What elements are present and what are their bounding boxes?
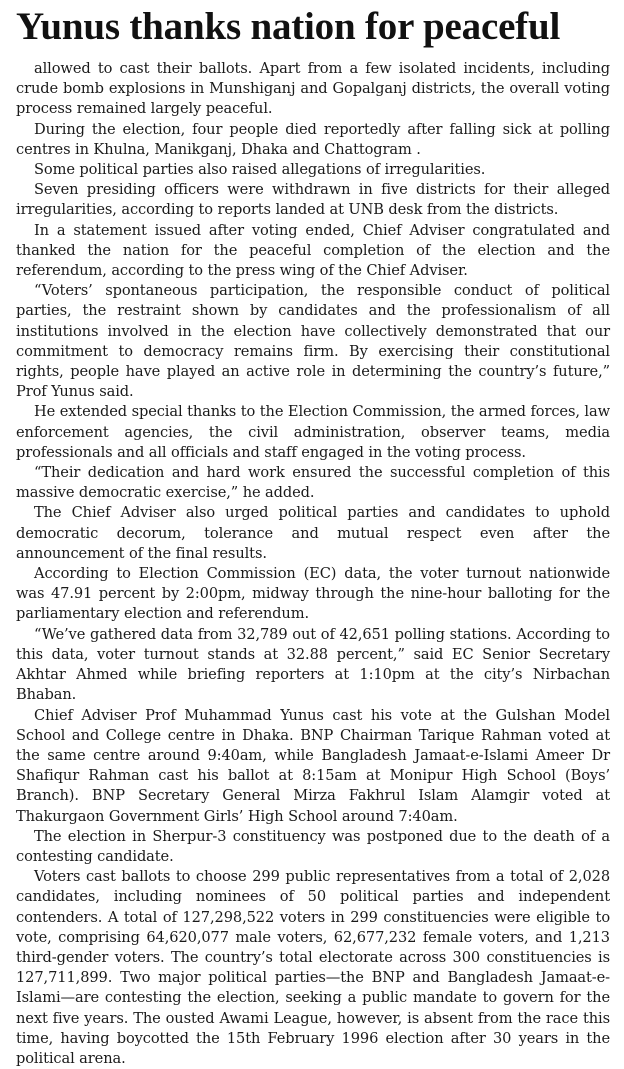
headline: Yunus thanks nation for peaceful bbox=[16, 5, 561, 48]
paragraph: The election in Sherpur-3 constituency was postponed due to the death of a contesting candidate. bbox=[16, 827, 610, 865]
article-body bbox=[16, 59, 610, 1069]
paragraph: “Voters’ spontaneous participation, the responsible conduct of political parties, the restraint shown by candidates and the professionalism of all institutions involved in the election have collectively demonstrated that our commitment to democracy remains firm. By exercising their constitutional rights, people have played an active role in determining the country’s future,” Prof Yunus said. bbox=[16, 282, 610, 401]
paragraph: Voters cast ballots to choose 299 public representatives from a total of 2,028 candidates, including nominees of 50 political parties and independent contenders. A total of 127,298,522 voters in 299 constituencies were eligible to vote, comprising 64,620,077 male voters, 62,677,232 female voters, and 1,213 third-gender voters. The country’s total electorate across 300 constituencies is 127,711,899. Two major political parties—the BNP and Bangladesh Jamaat-e-Islami—are contesting the election, seeking a public mandate to govern for the next five years. The ousted Awami League, however, is absent from the race this time, having boycotted the 15th February 1996 election after 30 years in the political arena. bbox=[16, 868, 610, 1067]
paragraph: The Chief Adviser also urged political parties and candidates to uphold democratic decorum, tolerance and mutual respect even after the announcement of the final results. bbox=[16, 504, 610, 562]
paragraph: During the election, four people died reportedly after falling sick at polling centres in Khulna, Manikganj, Dhaka and Chattogram . bbox=[16, 120, 610, 158]
paragraph: Seven presiding officers were withdrawn in five districts for their alleged irregularities, according to reports landed at UNB desk from the districts. bbox=[16, 181, 610, 219]
paragraph: According to Election Commission (EC) data, the voter turnout nationwide was 47.91 percent by 2:00pm, midway through the nine-hour balloting for the parliamentary election and referendum. bbox=[16, 565, 610, 623]
paragraph: In a statement issued after voting ended, Chief Adviser congratulated and thanked the nation for the peaceful completion of the election and the referendum, according to the press wing of the Chief Adviser. bbox=[16, 221, 610, 280]
paragraph: “We’ve gathered data from 32,789 out of 42,651 polling stations. According to this data, voter turnout stands at 32.88 percent,” said EC Senior Secretary Akhtar Ahmed while briefing reporters at 1:10pm at the city’s Nirbachan Bhaban. bbox=[16, 625, 610, 704]
paragraph: “Their dedication and hard work ensured the successful completion of this massive democratic exercise,” he added. bbox=[16, 464, 610, 502]
paragraph: Chief Adviser Prof Muhammad Yunus cast his vote at the Gulshan Model School and College centre in Dhaka. BNP Chairman Tarique Rahman voted at the same centre around 9:40am, while Bangladesh Jamaat-e-Islami Ameer Dr Shafiqur Rahman cast his ballot at 8:15am at Monipur High School (Boys’ Branch). BNP Secretary General Mirza Fakhrul Islam Alamgir voted at Thakurgaon Government Girls’ High School around 7:40am. bbox=[16, 706, 610, 825]
paragraph: Some political parties also raised allegations of irregularities. bbox=[34, 161, 486, 179]
paragraph-continuation: allowed to cast their ballots. Apart from a few isolated incidents, including crude bomb explosions in Munshiganj and Gopalganj districts, the overall voting process remained largely peaceful. bbox=[16, 60, 610, 118]
paragraph: He extended special thanks to the Election Commission, the armed forces, law enforcement agencies, the civil administration, observer teams, media professionals and all officials and staff engaged in the voting process. bbox=[16, 403, 610, 461]
